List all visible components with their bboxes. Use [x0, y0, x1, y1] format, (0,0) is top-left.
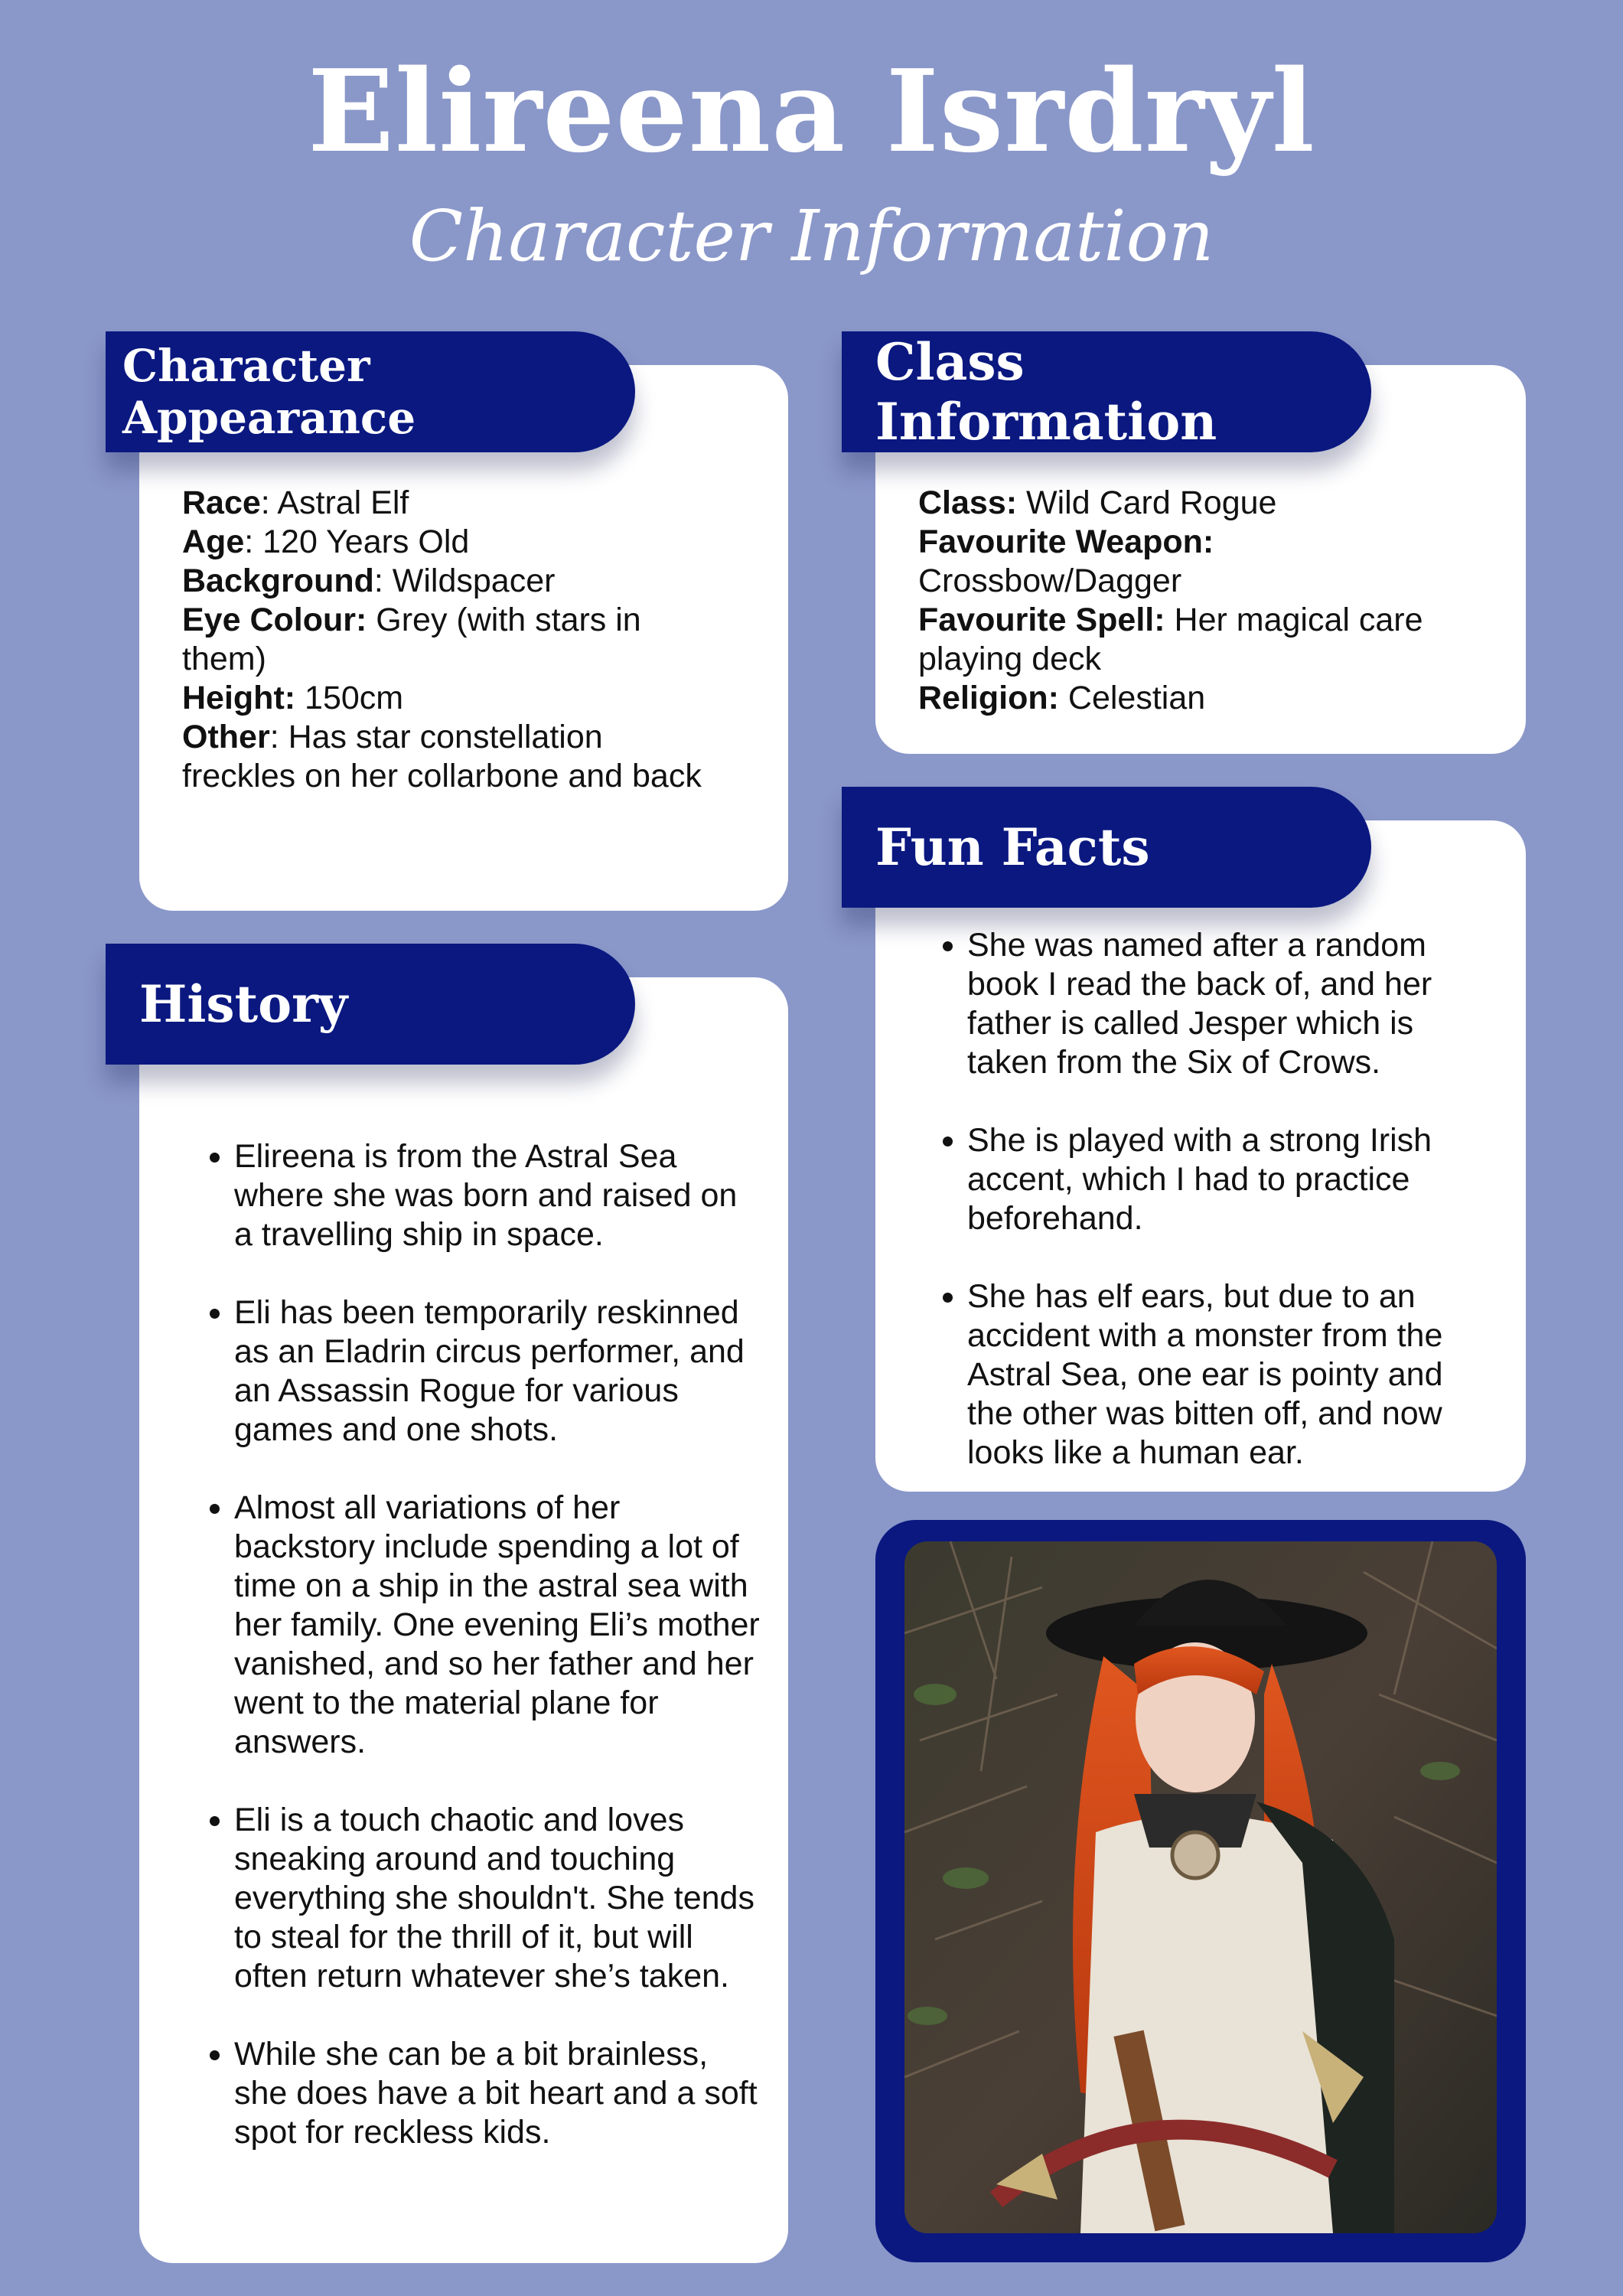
appearance-heading-tab — [106, 331, 635, 452]
history-item: • Elireena is from the Astral Sea where she was born and raised on a travelling ship in space. — [234, 1137, 764, 1254]
character-photo-frame — [875, 1520, 1526, 2262]
age-row — [182, 523, 718, 562]
appearance-heading: Character Appearance — [122, 340, 416, 444]
other-label: Other — [182, 719, 270, 755]
eye-colour-row — [182, 601, 718, 679]
character-photo — [904, 1541, 1497, 2233]
religion-row — [918, 679, 1469, 718]
religion-value: Celestian — [1058, 680, 1206, 716]
spell-value: Her magical care playing deck — [918, 602, 1423, 677]
class-row — [918, 484, 1469, 523]
class-info-details — [918, 484, 1469, 718]
fun-facts-list-wrap — [915, 926, 1481, 1473]
eye-colour-label: Eye Colour: — [182, 602, 367, 638]
history-item: • Eli is a touch chaotic and loves sneaking around and touching everything she shouldn't. She tends to steal for the thrill of it, but will often return whatever she’s taken. — [234, 1801, 764, 1996]
page-title: Elireena Isrdryl — [308, 44, 1315, 178]
history-heading: History — [139, 974, 348, 1034]
race-row — [182, 484, 718, 523]
fun-facts-heading-tab — [842, 787, 1371, 908]
other-value: : Has star constellation freckles on her collarbone and back — [182, 719, 702, 794]
weapon-value: Crossbow/Dagger — [918, 563, 1182, 599]
background-label: Background — [182, 563, 374, 599]
class-info-heading: Class Information — [875, 332, 1217, 452]
height-value: 150cm — [295, 680, 404, 716]
eye-colour-value: Grey (with stars in them) — [182, 602, 641, 677]
weapon-row — [918, 523, 1469, 601]
height-label: Height: — [182, 680, 296, 716]
religion-label: Religion: — [918, 680, 1059, 716]
background-row — [182, 562, 718, 601]
history-item: • Eli has been temporarily reskinned as an Eladrin circus performer, and an Assassin Rogue for various games and one shots. — [234, 1293, 764, 1450]
age-value: : 120 Years Old — [244, 523, 470, 560]
history-item: • While she can be a bit brainless, she does have a bit heart and a soft spot for reckless kids. — [234, 2035, 764, 2152]
fun-fact-item: • She was named after a random book I read the back of, and her father is called Jesper which is taken from the Six of Crows. — [967, 926, 1481, 1082]
history-list — [182, 1137, 764, 2152]
fun-facts-list — [915, 926, 1481, 1473]
history-heading-tab — [106, 944, 635, 1065]
fun-facts-heading: Fun Facts — [875, 817, 1150, 877]
fun-fact-item: • She is played with a strong Irish accent, which I had to practice beforehand. — [967, 1121, 1481, 1238]
race-label: Race — [182, 484, 261, 521]
appearance-details — [182, 484, 718, 796]
spell-label: Favourite Spell: — [918, 602, 1165, 638]
background-value: : Wildspacer — [373, 563, 556, 599]
race-value: : Astral Elf — [260, 484, 409, 521]
history-item: • Almost all variations of her backstory include spending a lot of time on a ship in the astral sea with her family. One evening Eli’s mother vanished, and so her father and her went to the material plane for answers. — [234, 1489, 764, 1762]
class-info-heading-tab — [842, 331, 1371, 452]
history-list-wrap — [182, 1137, 764, 2152]
other-row — [182, 718, 718, 796]
page-subtitle: Character Information — [409, 195, 1214, 277]
class-label: Class: — [918, 484, 1018, 521]
class-value: Wild Card Rogue — [1017, 484, 1277, 521]
age-label: Age — [182, 523, 245, 560]
spell-row — [918, 601, 1469, 679]
weapon-label: Favourite Weapon: — [918, 523, 1214, 560]
fun-fact-item: • She has elf ears, but due to an accident with a monster from the Astral Sea, one ear is pointy and the other was bitten off, and now looks like a human ear. — [967, 1277, 1481, 1473]
height-row — [182, 679, 718, 718]
